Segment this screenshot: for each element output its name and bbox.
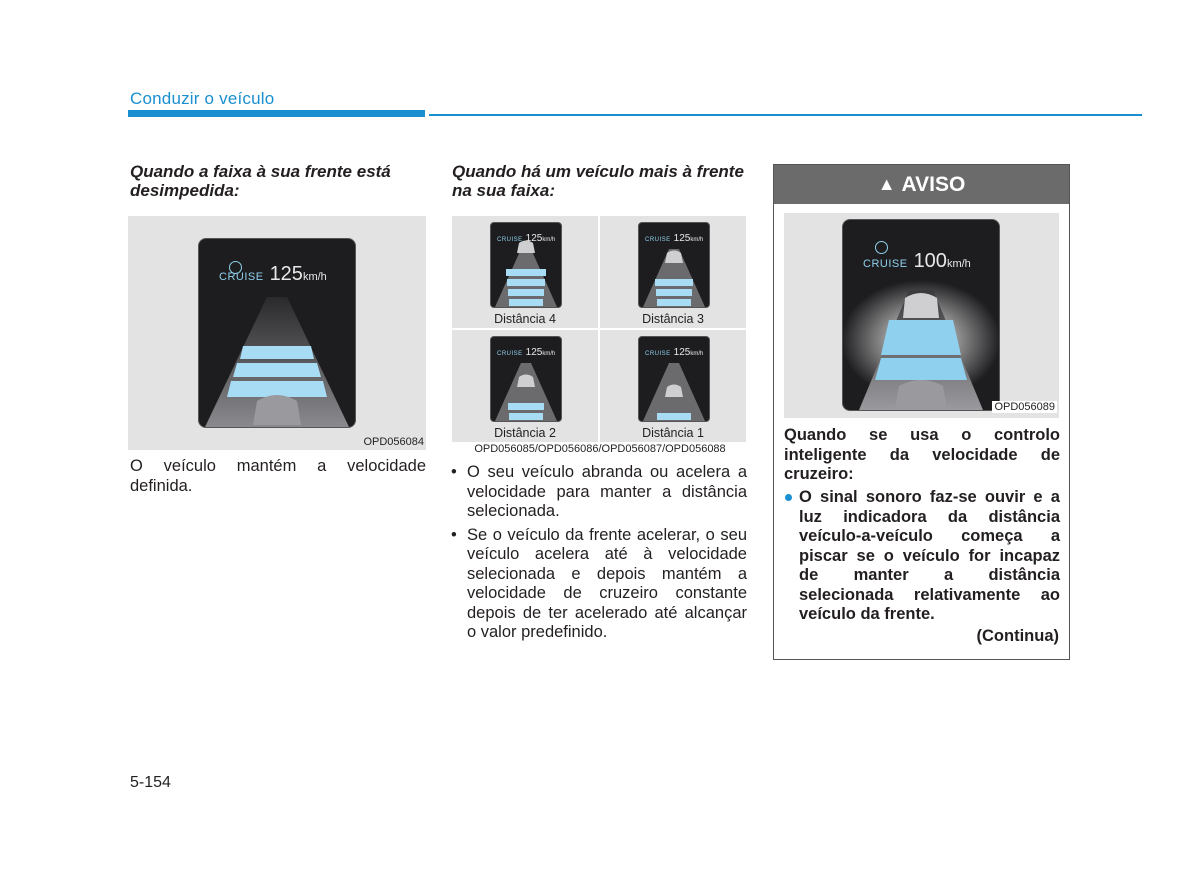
figure-code: OPD056089 (994, 401, 1055, 413)
lead-car-icon (903, 293, 939, 318)
cruise-speed: 125 (525, 347, 543, 358)
cruise-label: CRUISE (645, 237, 671, 243)
speed-unit: km/h (302, 271, 327, 283)
cruise-label: CRUISE (863, 258, 908, 270)
distance-bar (227, 381, 327, 397)
cruise-label: CRUISE (497, 351, 523, 357)
speed-unit: km/h (946, 258, 971, 270)
cruise-speed: 125 (525, 233, 543, 244)
col2-figure (452, 216, 748, 458)
speed-unit: km/h (690, 237, 704, 243)
cruise-speed: 100 (913, 250, 947, 272)
cruise-label: CRUISE (497, 237, 523, 243)
cruise-label: CRUISE (645, 351, 671, 357)
warning-header (774, 165, 1069, 204)
cruise-speed: 125 (673, 233, 691, 244)
cruise-speed: 125 (269, 263, 303, 285)
list-item: • O seu veículo abranda ou acelera a velocidade para manter a distância selecionada. (451, 463, 747, 522)
distance-panel (600, 216, 746, 328)
col2-bullets (451, 463, 747, 647)
header-accent-bar (128, 110, 425, 117)
distance-bar (508, 289, 544, 296)
figure-code: OPD056085/OPD056086/OPD056087/OPD056088 (474, 443, 726, 455)
cruise-cluster-display (842, 219, 1000, 411)
cruise-cluster-display (638, 336, 710, 422)
warning-figure (784, 213, 1059, 418)
col1-heading: Quando a faixa à sua frente está desimpedida: (130, 162, 391, 200)
col1-figure (128, 216, 426, 450)
warning-triangle-icon: ▲ (877, 174, 896, 194)
distance-bar (508, 403, 544, 410)
lane-graphic-warning (843, 220, 999, 410)
list-item: • Se o veículo da frente acelerar, o seu veículo acelera até à velocidade selecionada e depois mantém a velocidade de cruzeiro constante depois de ter acelerado até alcançar o valor predefinido. (451, 526, 747, 643)
cruise-label: CRUISE (219, 271, 264, 283)
distance-panel (600, 330, 746, 442)
panel-caption: Distância 1 (642, 426, 704, 440)
distance-bar (240, 346, 314, 359)
distance-bar (509, 299, 543, 306)
warning-intro: Quando se usa o controlo inteligente da velocidade de cruzeiro: (784, 426, 1060, 483)
distance-bar (233, 363, 321, 377)
panel-caption: Distância 3 (642, 312, 704, 326)
col1-body: O veículo mantém a velocidade definida. (130, 457, 426, 495)
header-rule (429, 114, 1142, 116)
cruise-cluster-display (490, 222, 562, 308)
distance-bar (657, 299, 691, 306)
distance-bar (507, 279, 545, 286)
figure-code: OPD056084 (363, 436, 424, 448)
distance-bar (506, 269, 546, 276)
warning-box (773, 164, 1070, 660)
speed-unit: km/h (542, 351, 556, 357)
col2-heading: Quando há um veículo mais à frente na sua faixa: (452, 162, 744, 200)
cruise-cluster-display (490, 336, 562, 422)
list-item: O sinal sonoro faz-se ouvir e a luz indicadora da distância veículo-a-veículo começa a piscar se o veículo for incapaz de manter a distância selecionada relativamente ao veículo da frente. (784, 488, 1060, 625)
page-number: 5-154 (130, 774, 171, 791)
continue-label: (Continua) (976, 627, 1059, 645)
distance-bar (655, 279, 693, 286)
warning-bullets (784, 488, 1060, 625)
distance-panel (452, 330, 598, 442)
distance-bar (657, 413, 691, 420)
speed-unit: km/h (690, 351, 704, 357)
cruise-cluster-display (638, 222, 710, 308)
distance-panel (452, 216, 598, 328)
panel-caption: Distância 4 (494, 312, 556, 326)
own-car-icon (895, 380, 947, 408)
own-car-icon (253, 395, 301, 425)
warning-title: AVISO (901, 172, 966, 196)
cruise-speed: 125 (673, 347, 691, 358)
panel-caption: Distância 2 (494, 426, 556, 440)
speed-unit: km/h (542, 237, 556, 243)
distance-bar (656, 289, 692, 296)
section-title: Conduzir o veículo (130, 89, 275, 108)
distance-bar (509, 413, 543, 420)
cruise-cluster-display (198, 238, 356, 428)
